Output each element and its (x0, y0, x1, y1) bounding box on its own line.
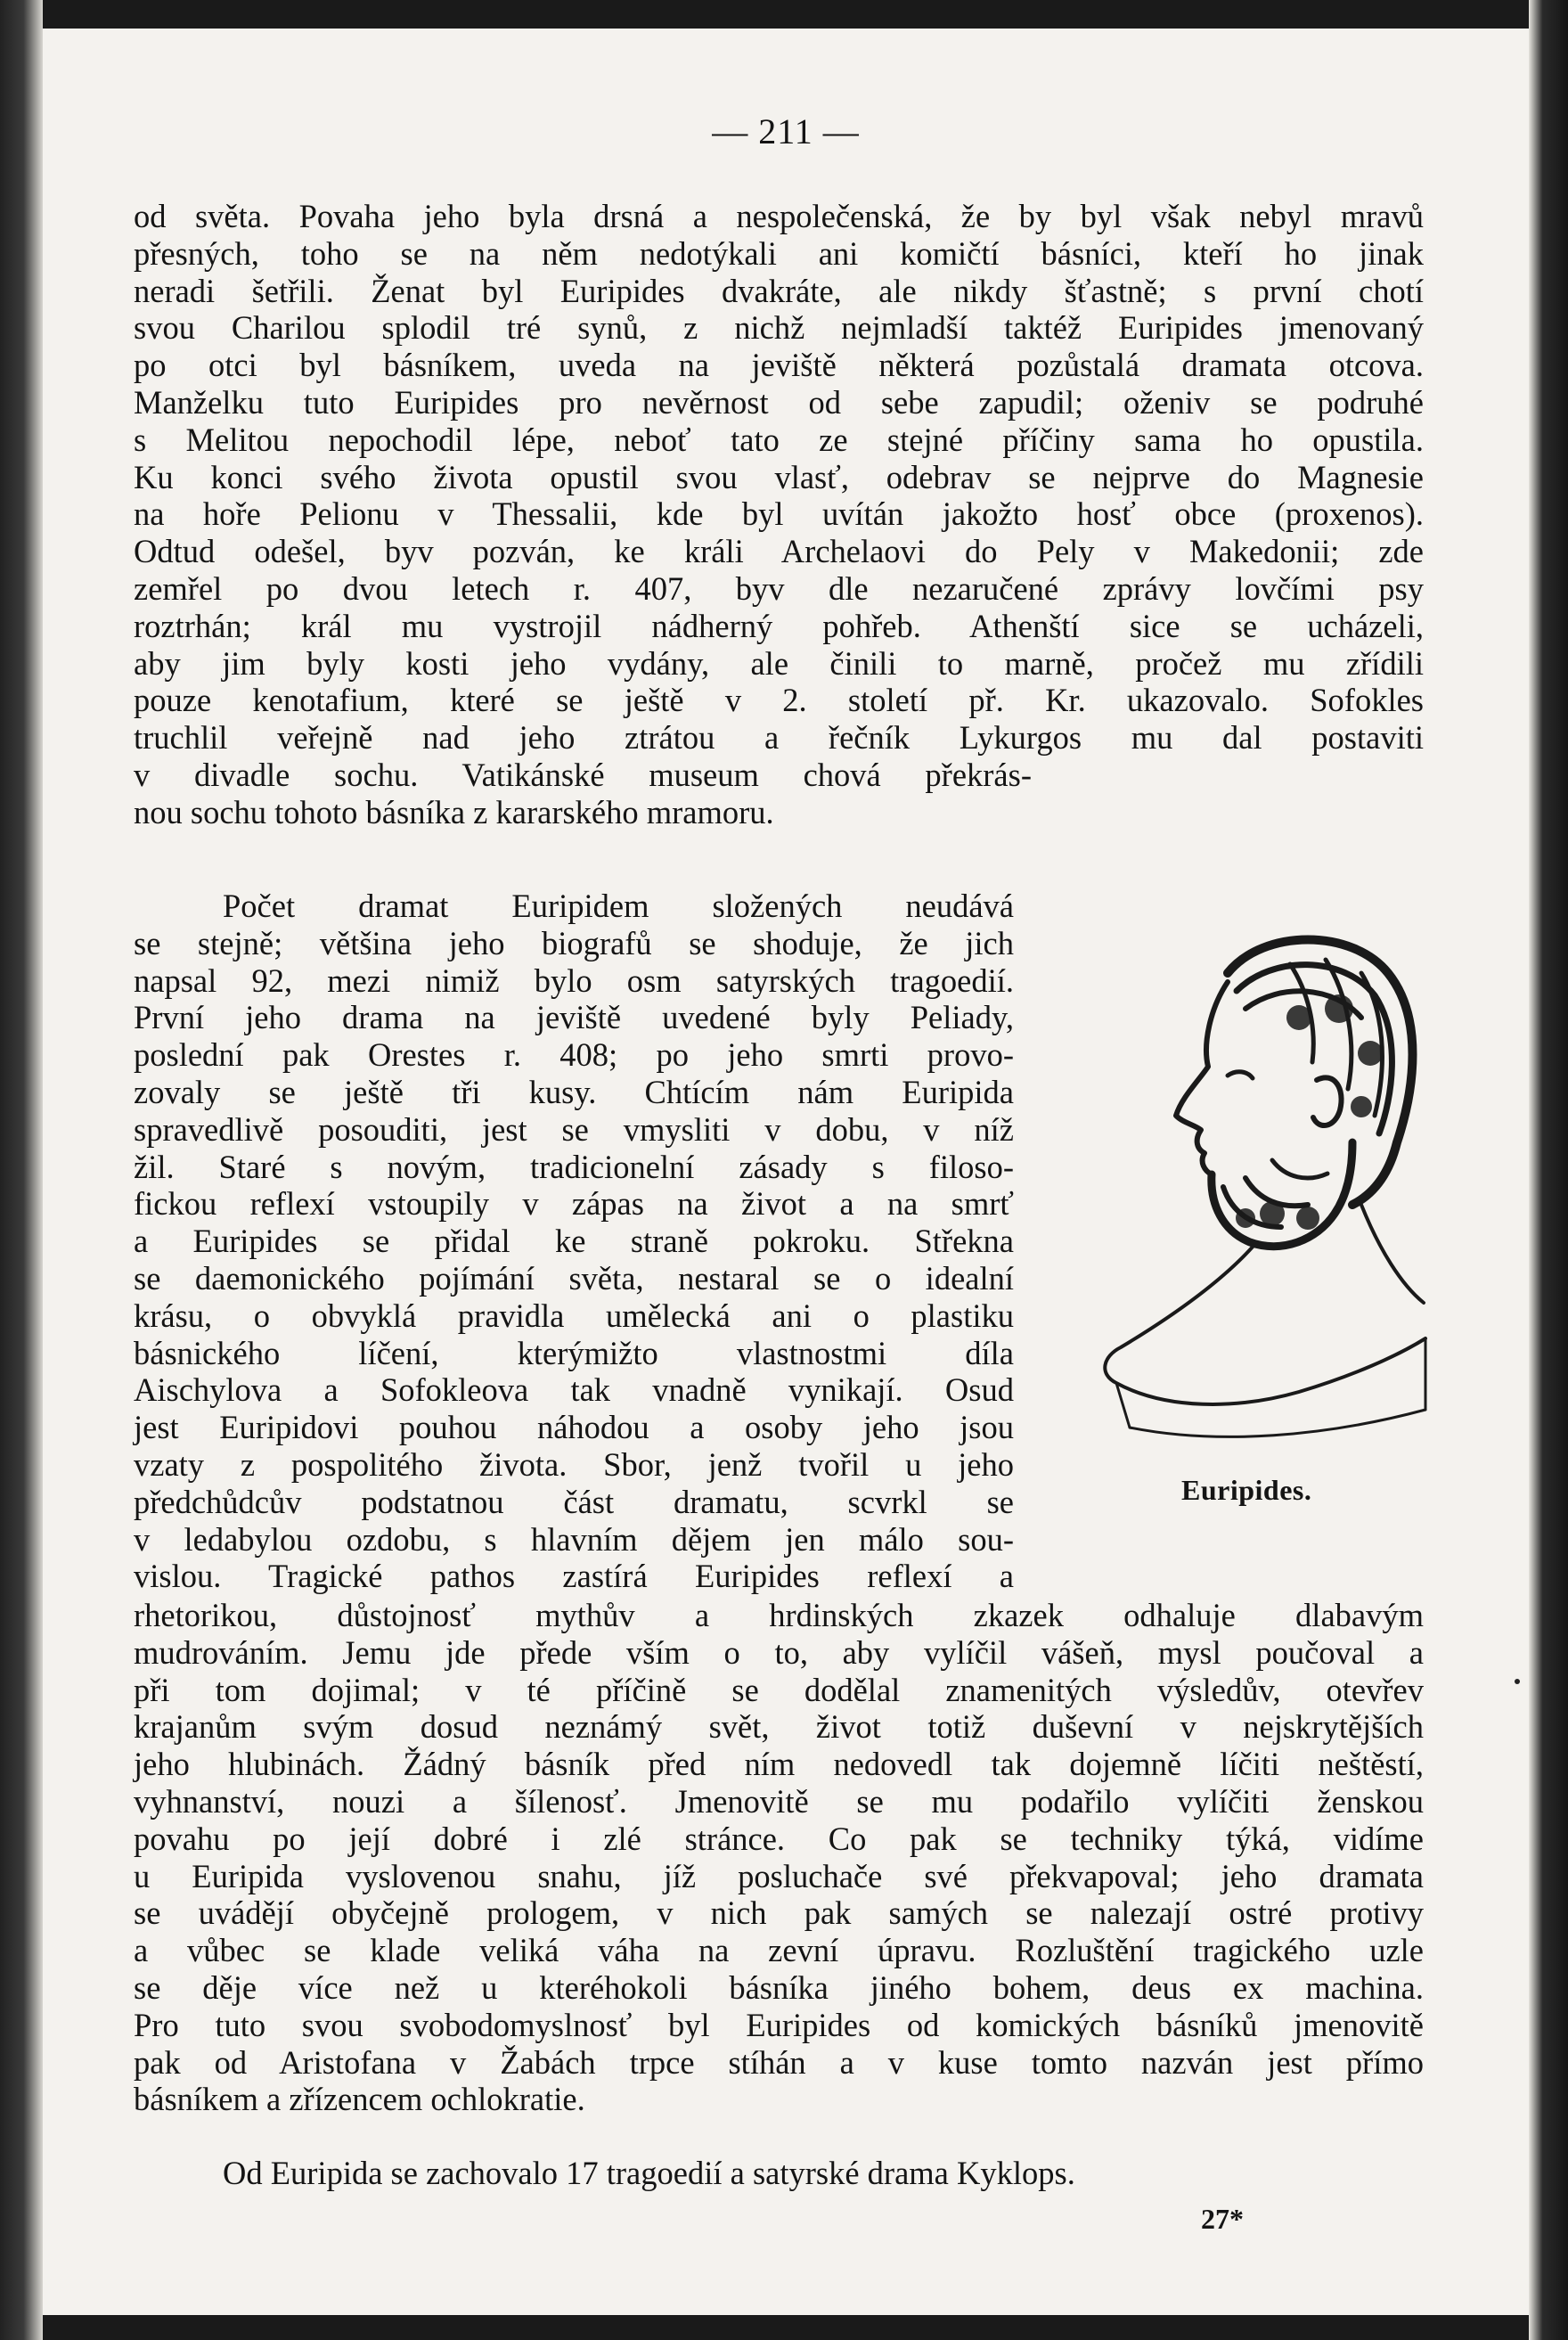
text-line: aby jim byly kosti jeho vydány, ale činili to marně, pročež mu zřídili (134, 644, 1424, 682)
text-line: od světa. Povaha jeho byla drsná a nespolečenská, že by byl však nebyl mravů (134, 198, 1424, 234)
text-line: básnického líčení, kterýmižto vlastnostmi díla (134, 1334, 1014, 1371)
text-line: Aischylova a Sofokleova tak vnadně vynikají. Osud (134, 1371, 1014, 1409)
text-line: u Euripida vyslovenou snahu, jíž posluchače své překvapoval; jeho dramata (134, 1857, 1424, 1894)
text-line: Ku konci svého života opustil svou vlasť, odebrav se nejprve do Magnesie (134, 458, 1424, 495)
scan-left-edge (0, 0, 43, 2340)
text-line: vzaty z pospolitého života. Sbor, jenž tvořil u jeho (134, 1445, 1014, 1483)
text-line: při tom dojimal; v té příčině se dodělal znamenitých výsledův, otevřev (134, 1671, 1424, 1708)
text-line: pouze kenotafium, které se ještě v 2. století př. Kr. ukazovalo. Sofokles (134, 682, 1424, 719)
text-line: fickou reflexí vstoupily v zápas na život a na smrť (134, 1185, 1014, 1223)
text-line: Odtud odešel, byv pozván, ke králi Archelaovi do Pely v Makedonii; zde (134, 533, 1424, 570)
text-line: spravedlivě posouditi, jest se vmysliti v dobu, v níž (134, 1110, 1014, 1148)
text-line: přesných, toho se na něm nedotýkali ani komičtí básníci, kteří ho jinak (134, 234, 1424, 272)
book-page (43, 29, 1529, 2315)
euripides-portrait (1094, 911, 1441, 1463)
text-line: a vůbec se klade veliká váha na zevní úpravu. Rozluštění tragického uzle (134, 1932, 1424, 1969)
text-line: básníkem a zřízencem ochlokratie. (134, 2081, 585, 2118)
paragraph-3 (134, 2155, 1424, 2192)
figure-caption: Euripides. (1181, 1474, 1312, 1506)
scan-speck (1515, 1679, 1520, 1684)
text-line: povahu po její dobré i zlé stránce. Co pak se techniky týká, vidíme (134, 1820, 1424, 1857)
text-line: se daemonického pojímání světa, nestaral se o idealní (134, 1259, 1014, 1297)
text-line: po otci byl básníkem, uveda na jeviště některá pozůstalá dramata otcova. (134, 347, 1424, 384)
paragraph-2-continued (134, 1597, 1424, 2118)
text-line: pak od Aristofana v Žabách trpce stíhán a v kuse tomto nazván jest přímo (134, 2043, 1424, 2081)
text-line: napsal 92, mezi nimiž bylo osm satyrských tragoedií. (134, 961, 1014, 999)
text-line: neradi šetřili. Ženat byl Euripides dvakráte, ale nikdy šťastně; s první chotí (134, 272, 1424, 309)
text-line: vyhnanství, nouzi a šílenosť. Jmenovitě se mu podařilo vylíčiti ženskou (134, 1782, 1424, 1820)
text-line: žil. Staré s novým, tradicionelní zásady s filoso- (134, 1148, 1014, 1185)
scan-right-edge (1529, 0, 1568, 2340)
text-line: zemřel po dvou letech r. 407, byv dle nezaručené zprávy lovčími psy (134, 569, 1424, 607)
bust-illustration (1094, 911, 1441, 1463)
page-number: — 211 — (712, 111, 860, 151)
text-line: se děje více než u kteréhokoli básníka jiného bohem, deus ex machina. (134, 1968, 1424, 2006)
text-line: První jeho drama na jeviště uvedené byly Peliady, (134, 999, 1014, 1036)
text-line: truchlil veřejně nad jeho ztrátou a řečník Lykurgos mu dal postaviti (134, 719, 1424, 757)
text-line: rhetorikou, důstojnosť mythův a hrdinských zkazek odhaluje dlabavým (134, 1597, 1424, 1633)
text-line: v divadle sochu. Vatikánské museum chová překrás- (134, 756, 1032, 793)
text-line: předchůdcův podstatnou část dramatu, scvrkl se (134, 1483, 1014, 1520)
text-line: s Melitou nepochodil lépe, neboť tato ze stejné příčiny sama ho opustila. (134, 421, 1424, 458)
text-line: roztrhán; král mu vystrojil nádherný pohřeb. Athenští sice se ucházeli, (134, 607, 1424, 644)
text-line: jeho hlubinách. Žádný básník před ním nedovedl tak dojemně líčiti neštěstí, (134, 1746, 1424, 1783)
text-line: Pro tuto svou svobodomyslnosť byl Euripides od komických básníků jmenovitě (134, 2006, 1424, 2043)
text-line: svou Charilou splodil tré synů, z nichž nejmladší taktéž Euripides jmenovaný (134, 309, 1424, 347)
text-line: krásu, o obvyklá pravidla umělecká ani o plastiku (134, 1297, 1014, 1334)
text-line: na hoře Pelionu v Thessalii, kde byl uvítán jakožto hosť obce (proxenos). (134, 495, 1424, 533)
text-line: nou sochu tohoto básníka z kararského mramoru. (134, 793, 774, 830)
text-line: v ledabylou ozdobu, s hlavním dějem jen málo sou- (134, 1520, 1014, 1558)
text-line: zovaly se ještě tři kusy. Chtícím nám Euripida (134, 1073, 1014, 1110)
text-line: Od Euripida se zachovalo 17 tragoedií a satyrské drama Kyklops. (223, 2155, 1075, 2191)
paragraph-1 (134, 198, 1424, 831)
printer-signature: 27* (1201, 2203, 1244, 2235)
text-line: a Euripides se přidal ke straně pokroku. Střekna (134, 1223, 1014, 1260)
text-line: se stejně; většina jeho biografů se shoduje, že jich (134, 924, 1014, 961)
text-line: poslední pak Orestes r. 408; po jeho smrti provo- (134, 1036, 1014, 1074)
text-line: Počet dramat Euripidem složených neudává (223, 888, 1014, 924)
text-line: mudrováním. Jemu jde přede vším o to, aby vylíčil vášeň, mysl poučoval a (134, 1633, 1424, 1671)
text-line: se uvádějí obyčejně prologem, v nich pak samých se nalezají ostré protivy (134, 1894, 1424, 1932)
text-line: vislou. Tragické pathos zastírá Euripides reflexí a (134, 1558, 1014, 1595)
text-line: jest Euripidovi pouhou náhodou a osoby jeho jsou (134, 1409, 1014, 1446)
text-line: krajanům svým dosud neznámý svět, život totiž duševní v nejskrytějších (134, 1708, 1424, 1746)
text-line: Manželku tuto Euripides pro nevěrnost od sebe zapudil; oženiv se podruhé (134, 383, 1424, 421)
paragraph-2 (134, 888, 1014, 1595)
